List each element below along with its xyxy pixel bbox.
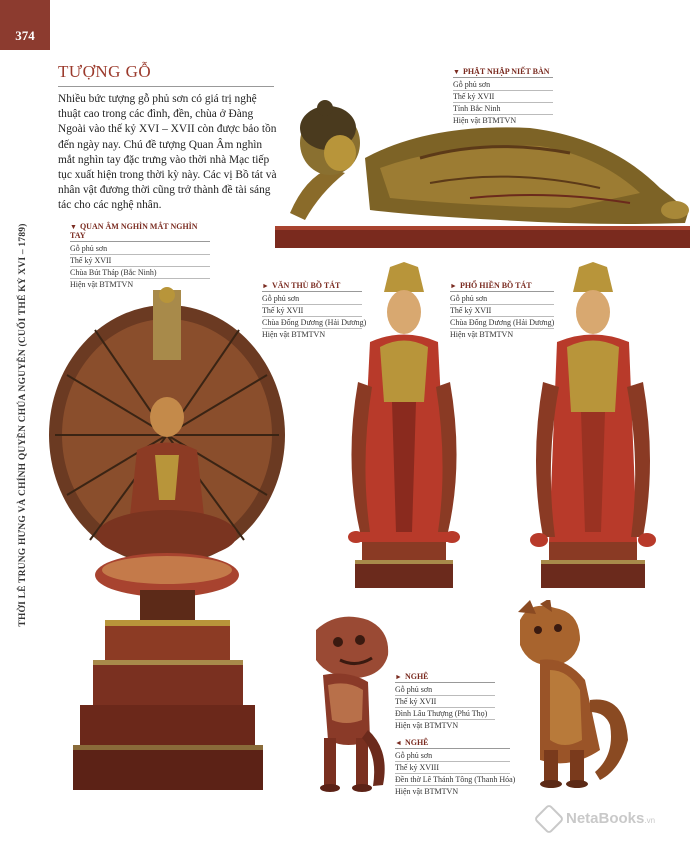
netabooks-logo-icon bbox=[533, 803, 564, 834]
van-thu-statue bbox=[340, 262, 468, 592]
section-divider bbox=[58, 86, 274, 87]
page-number: 374 bbox=[0, 0, 50, 50]
intro-paragraph: Nhiều bức tượng gỗ phủ sơn có giá trị nghệ thuật cao trong các đình, đền, chùa ở Đàng Ngoài vào thế kỷ XVI – XVII còn được bảo tồn đến ngày nay. Chú đề tượng Quan Âm nghìn mắt nghìn tay đặc trưng vào thời nhà Mạc tiếp tục xuất hiện trong thời kỳ này. Các vị Bồ tát và nhân vật đương thời cũng trở thành đề tài sáng tác cho các nghệ nhân. bbox=[58, 93, 277, 212]
quan-am-statue bbox=[45, 285, 290, 795]
nghe-statue-left bbox=[298, 610, 393, 795]
caption-nghe-2: ◄ NGHÊ Gỗ phủ sơn Thế kỷ XVIII Đền thờ Lê Thánh Tông (Thanh Hóa) Hiện vật BTMTVN bbox=[395, 738, 516, 796]
pho-hien-statue bbox=[525, 262, 660, 592]
caption-van-thu: ► VĂN THÙ BỒ TÁT Gỗ phủ sơn Thế kỷ XVII Chùa Đống Dương (Hải Dương) Hiện vật BTMTVN bbox=[262, 281, 367, 339]
reclining-buddha-statue bbox=[270, 98, 695, 253]
watermark: NetaBooks.vn bbox=[538, 808, 655, 830]
section-title: TƯỢNG GỖ bbox=[58, 62, 152, 81]
caption-nghe-1: ► NGHÊ Gỗ phủ sơn Thế kỷ XVII Đình Lâu Thượng (Phú Thọ) Hiện vật BTMTVN bbox=[395, 672, 495, 731]
nghe-statue-right bbox=[510, 600, 635, 790]
caption-quan-am: ▼ QUAN ÂM NGHÌN MẮT NGHÌN TAY Gỗ phủ sơn Thế kỷ XVII Chùa Bút Tháp (Bắc Ninh) Hiện vật BTMTVN bbox=[70, 222, 210, 290]
caption-pho-hien: ► PHỔ HIỀN BỒ TÁT Gỗ phủ sơn Thế kỷ XVII Chùa Đống Dương (Hải Dương) Hiện vật BTMTVN bbox=[450, 281, 555, 339]
chapter-title bbox=[5, 55, 41, 795]
caption-reclining-buddha: ▼ PHẬT NHẬP NIẾT BÀN Gỗ phủ sơn Thế kỷ XVII Tỉnh Bắc Ninh Hiện vật BTMTVN bbox=[453, 67, 553, 126]
chapter-title-text: THỜI LÊ TRUNG HƯNG VÀ CHÍNH QUYỀN CHÚA NGUYỄN (CUỐI THẾ KỶ XVI – 1789) bbox=[18, 223, 28, 627]
